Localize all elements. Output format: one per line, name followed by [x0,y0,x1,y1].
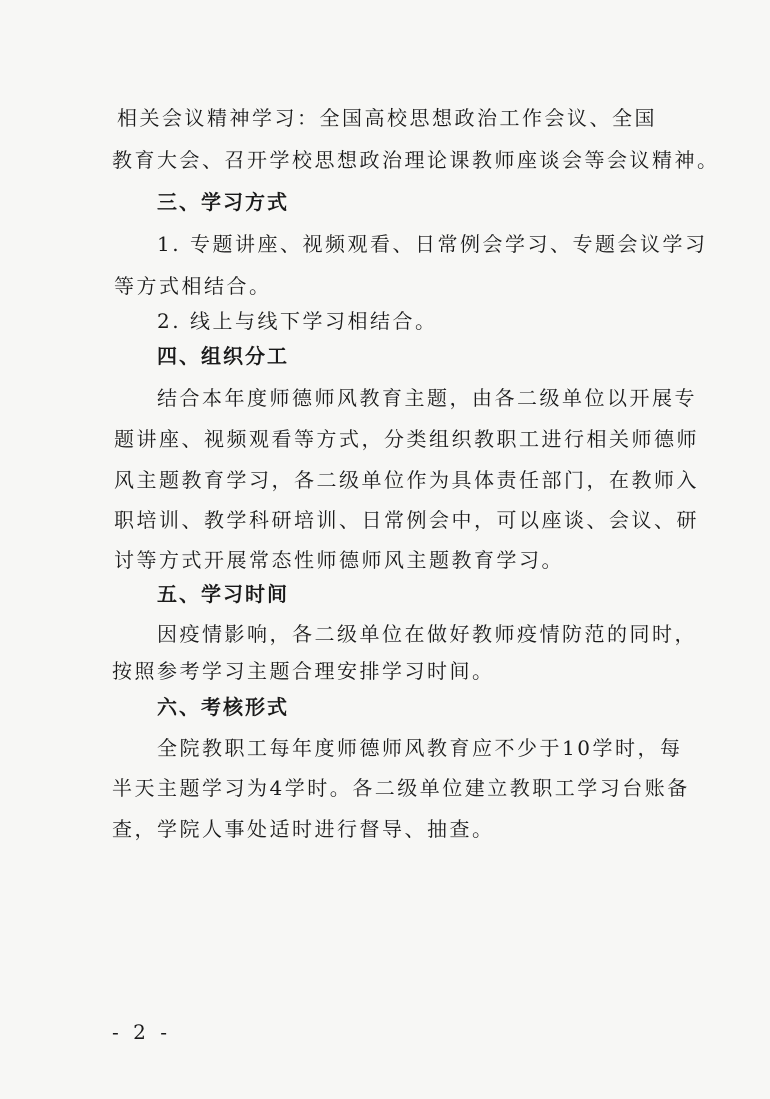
body-line: 职培训、教学科研培训、日常例会中，可以座谈、会议、研 [114,508,699,532]
body-line: 1. 专题讲座、视频观看、日常例会学习、专题会议学习 [157,232,708,256]
body-line: 因疫情影响，各二级单位在做好教师疫情防范的同时， [157,622,697,646]
section-heading: 五、学习时间 [157,582,289,606]
body-line: 按照参考学习主题合理安排学习时间。 [112,659,495,683]
body-line: 2. 线上与线下学习相结合。 [157,309,438,333]
body-line: 相关会议精神学习：全国高校思想政治工作会议、全国 [117,106,657,130]
body-line: 全院教职工每年度师德师风教育应不少于10学时，每 [157,736,683,760]
section-heading: 四、组织分工 [157,344,289,368]
body-line: 半天主题学习为4学时。各二级单位建立教职工学习台账备 [112,776,690,800]
body-line: 查，学院人事处适时进行督导、抽查。 [112,817,495,841]
body-line: 讨等方式开展常态性师德师风主题教育学习。 [114,548,564,572]
body-line: 风主题教育学习，各二级单位作为具体责任部门，在教师入 [114,468,699,492]
body-line: 教育大会、召开学校思想政治理论课教师座谈会等会议精神。 [112,148,720,172]
body-line: 题讲座、视频观看等方式，分类组织教职工进行相关师德师 [114,427,699,451]
body-line: 等方式相结合。 [114,274,272,298]
body-line: 结合本年度师德师风教育主题，由各二级单位以开展专 [157,386,697,410]
page-number: - 2 - [112,1020,171,1044]
section-heading: 六、考核形式 [157,695,289,719]
section-heading: 三、学习方式 [157,190,289,214]
